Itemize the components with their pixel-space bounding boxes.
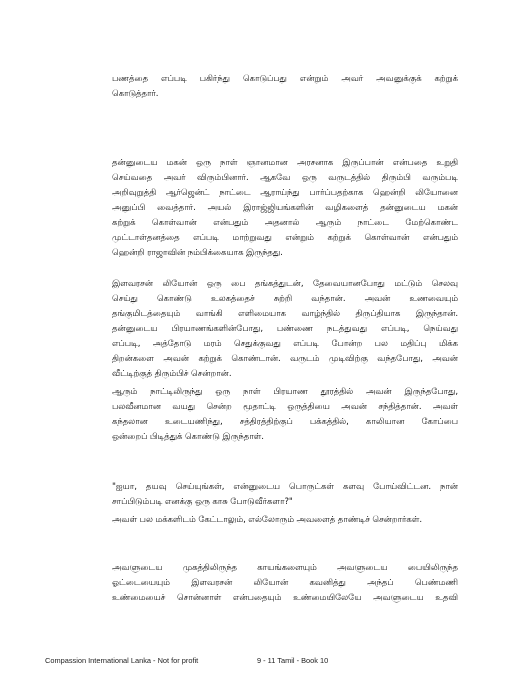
paragraph-7 bbox=[112, 561, 458, 606]
text-line: ஹென்றி ராஜாவின் நம்பிக்கையாக இருந்தது. bbox=[112, 248, 283, 258]
text-line: இளவரசன் லியோன் ஒரு பை தங்கத்துடன், தேவையானபோது மட்டும் செலவு bbox=[112, 279, 458, 289]
text-line: திறன்களை அவன் கற்றுக் கொண்டான். வருடம் முடிவிற்கு வந்தபோது, அவன் bbox=[112, 354, 458, 364]
footer-organization: Compassion International Lanka - Not for profit bbox=[45, 656, 199, 665]
text-line: செய்வதை அவர் விரும்பினார். ஆகவே ஒரு வருடத்தில் திரும்பி வரும்படி bbox=[112, 173, 458, 183]
text-line: தன்னுடைய மகன் ஒரு நாள் ஞானமான அரசனாக இருப்பான் என்பதை உறுதி bbox=[112, 158, 458, 168]
text-line: ஓட்டையையும் இளவரசன் லியோன் கவனித்து அந்தப் பெண்மணி bbox=[112, 578, 458, 588]
paragraph-6 bbox=[112, 513, 458, 528]
text-line: வீட்டிற்குத் திரும்பிச் சென்றான். bbox=[112, 369, 232, 379]
text-line: அனுப்பி வைத்தார். அயல் இராஜ்ஜியங்களின் வழிகளைத் தன்னுடைய மகன் bbox=[112, 203, 458, 213]
text-line: முட்டாள்தனத்தை எப்படி மாற்றுவது என்றும் கற்றுக் கொள்வான் என்பதும் bbox=[112, 233, 458, 243]
text-line: சாப்பிடும்படி எனக்கு ஒரு காசு போடுவீர்களா?" bbox=[112, 497, 293, 507]
text-line: ஒன்றைப் பிடித்துக் கொண்டு இருந்தாள். bbox=[112, 432, 264, 442]
text-line: பலவீனமான வயது சென்ற மூதாட்டி ஒருத்தியை அவன் சந்தித்தான். அவள் bbox=[112, 402, 458, 412]
text-line: பணத்தை எப்படி பகிர்ந்து கொடுப்பது என்றும் அவர் அவனுக்குக் கற்றுக் bbox=[112, 74, 458, 84]
text-line: தன்னுடைய பிரயாணங்களின்போது, பண்ணை நடத்துவது எப்படி, நெய்வது bbox=[112, 324, 458, 334]
text-line: உண்மையைச் சொன்னாள் என்பதையும் உண்மையிலேயே அவளுடைய உதவி bbox=[112, 593, 458, 603]
text-line: "ஐயா, தயவு செய்யுங்கள், என்னுடைய பொருட்கள் களவு போய்விட்டன. நான் bbox=[112, 482, 458, 492]
paragraph-1 bbox=[112, 72, 458, 102]
text-line: ஆரும் நாட்டிலிருந்து ஒரு நாள் பிரயாண தூரத்தில் அவன் இருந்தபோது, bbox=[112, 387, 458, 397]
paragraph-3 bbox=[112, 277, 458, 382]
text-line: கற்றுக் கொள்வான் என்பதும் அதனால் ஆரும் நாட்டை மேற்கொண்ட bbox=[112, 218, 458, 228]
text-line: எப்படி, அத்தோடு மரம் செதுக்குவது எப்படி போன்ற பல மதிப்பு மிக்க bbox=[112, 339, 458, 349]
text-line: கொடுத்தார். bbox=[112, 89, 159, 99]
text-line: கந்தலான உடையணிந்து, சத்திரத்திற்குப் பக்கத்தில், காலியான கோப்பை bbox=[112, 417, 458, 427]
text-line: செய்து கொண்டு உலகத்தைச் சுற்றி வந்தான். அவன் உணவையும் bbox=[112, 294, 458, 304]
text-line: அவள் பல மக்களிடம் கேட்டாலும், எல்லோரும் அவளைத் தாண்டிச் சென்றார்கள். bbox=[112, 515, 422, 525]
text-line: அவளுடைய முகத்திலிருந்த காயங்களையும் அவளுடைய பையிலிருந்த bbox=[112, 563, 458, 573]
paragraph-5 bbox=[112, 480, 458, 510]
paragraph-4 bbox=[112, 385, 458, 445]
footer-book-info: 9 - 11 Tamil - Book 10 bbox=[257, 656, 329, 665]
text-line: அறிவுறுத்தி ஆர்ஜென்ட் நாட்டை ஆராய்ந்து பார்ப்பதற்காக ஹென்றி லியோனை bbox=[112, 188, 458, 198]
text-line: தங்குமிடத்தையும் வாங்கி எளிமையாக வாழ்ந்தில் திருப்தியாக இருந்தான். bbox=[112, 309, 458, 319]
paragraph-2 bbox=[112, 156, 458, 261]
